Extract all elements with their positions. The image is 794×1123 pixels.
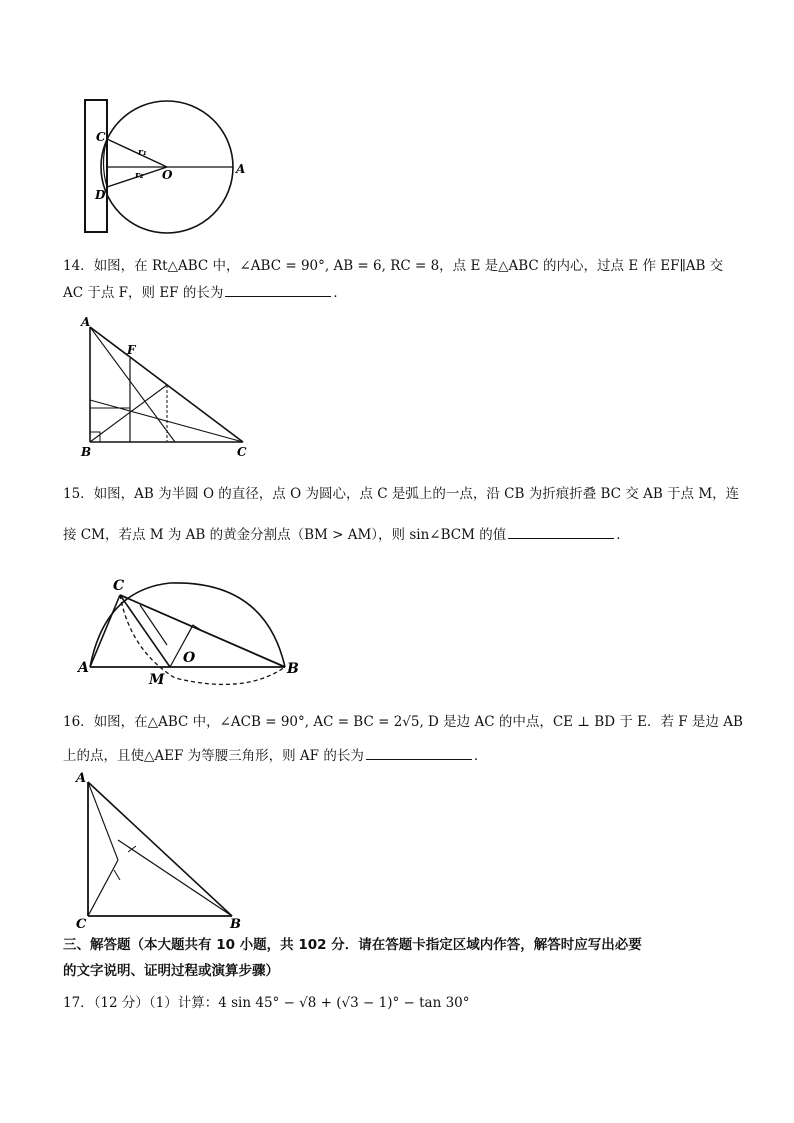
fig14-label-b: B (81, 445, 92, 459)
q15-answer-blank[interactable] (508, 524, 614, 539)
label-a: A (236, 162, 246, 176)
label-o: O (162, 168, 173, 182)
section3-heading-line-2 (63, 961, 279, 981)
label-d: D (95, 188, 106, 202)
section3-heading-line-1 (63, 935, 642, 955)
fig15-label-m: M (149, 672, 165, 688)
q17-number: 17． (63, 995, 94, 1011)
q15-number: 15． (63, 486, 94, 502)
fig15-label-o: O (183, 650, 196, 666)
segment-bd (118, 840, 232, 916)
fig14-label-f: F (127, 343, 136, 357)
fig15-label-c: C (113, 578, 125, 594)
fig16-label-c: C (76, 917, 87, 932)
q17-line (63, 993, 470, 1013)
figure-circle-wall (80, 95, 250, 240)
q16-line-1 (63, 712, 743, 732)
fig16-label-b: B (230, 917, 241, 932)
q15-text-a: 如图，AB 为半圆 O 的直径，点 O 为圆心，点 C 是弧上的一点，沿 CB 为折痕折叠 BC 交 AB 于点 M，连 (93, 486, 740, 502)
q16-number: 16． (63, 714, 94, 730)
segment-ce (88, 860, 118, 916)
fig15-label-b: B (287, 661, 299, 677)
q15-end: ． (616, 527, 630, 543)
q14-number: 14． (63, 258, 94, 274)
q14-text-b: AC 于点 F，则 EF 的长为 (63, 285, 224, 301)
q14-text-a: 如图，在 Rt△ABC 中，∠ABC = 90°, AB = 6, RC = 8，点 E 是△ABC 的内心，过点 E 作 EF∥AB 交 (93, 258, 724, 274)
q15-line-1 (63, 484, 739, 504)
label-c: C (96, 130, 106, 144)
q16-text-b: 上的点，且使△AEF 为等腰三角形，则 AF 的长为 (63, 748, 364, 764)
q14-answer-blank[interactable] (225, 282, 331, 297)
fig15-label-a: A (78, 660, 89, 676)
fig14-label-a: A (81, 315, 91, 329)
fig16-label-a: A (76, 771, 87, 786)
segment-o-perp (140, 605, 167, 645)
q14-end: ． (333, 285, 347, 301)
section3-heading-a: 三、解答题（本大题共有 10 小题，共 102 分．请在答题卡指定区域内作答，解答时应写出必要 (63, 937, 642, 953)
q14-line-1 (63, 256, 723, 276)
q17-text: （12 分）（1）计算：4 sin 45° − √8 + (√3 − 1)° − tan 30° (93, 995, 470, 1011)
q14-line-2 (63, 282, 347, 303)
bisector-b (90, 385, 167, 442)
side-ab (88, 782, 232, 916)
segment-ca (90, 595, 120, 667)
figure-q16-triangle (70, 770, 250, 932)
q16-answer-blank[interactable] (366, 745, 472, 760)
folded-arc-dashed (120, 595, 285, 684)
segment-co (107, 139, 167, 167)
figure-q14-triangle (75, 312, 260, 462)
q16-end: ． (473, 748, 488, 764)
q15-text-b: 接 CM，若点 M 为 AB 的黄金分割点（BM > AM），则 sin∠BCM 的值 (63, 527, 507, 543)
tick-mark-2 (114, 870, 120, 880)
fig14-label-c: C (237, 445, 247, 459)
section3-heading-b: 的文字说明、证明过程或演算步骤） (63, 963, 279, 979)
label-r1: r₁ (138, 148, 147, 158)
q16-text-a: 如图，在△ABC 中，∠ACB = 90°, AC = BC = 2√5, D 是边 AC 的中点，CE ⊥ BD 于 E．若 F 是边 AB (93, 714, 743, 730)
segment-ae (88, 782, 118, 860)
q15-line-2 (63, 524, 630, 545)
q16-line-2 (63, 745, 487, 766)
figure-q15-semicircle (75, 570, 305, 690)
label-r2: r₂ (135, 171, 144, 181)
